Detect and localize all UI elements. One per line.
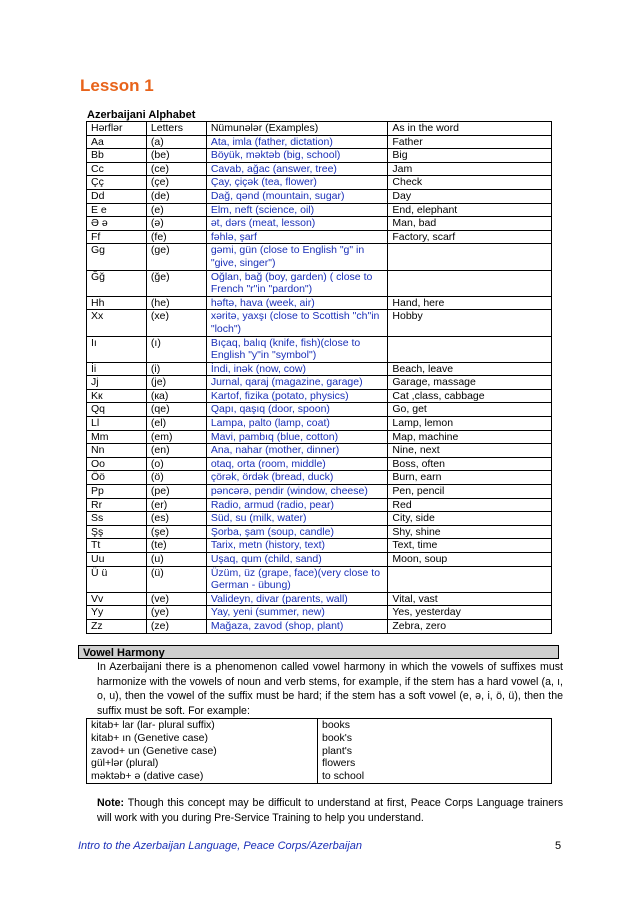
example-word-cell: kitab+ ın (Genetive case)	[87, 732, 318, 745]
alphabet-row	[87, 566, 552, 592]
example-meaning-cell: books	[318, 719, 552, 732]
english-cell: Red	[388, 498, 552, 512]
example-word-cell: kitab+ lar (lar- plural suffix)	[87, 719, 318, 732]
letter-cell: İi	[87, 362, 147, 376]
vowel-harmony-heading: Vowel Harmony	[78, 645, 559, 659]
english-cell: Hand, here	[388, 296, 552, 310]
sound-cell: (fe)	[146, 230, 206, 244]
letter-cell: Oo	[87, 457, 147, 471]
english-cell	[388, 566, 552, 592]
letter-cell: Ll	[87, 417, 147, 431]
alphabet-row	[87, 189, 552, 203]
english-cell: Hobby	[388, 310, 552, 336]
letter-cell: Ss	[87, 512, 147, 526]
letter-cell: Xx	[87, 310, 147, 336]
english-cell: Father	[388, 135, 552, 149]
footer-title: Intro to the Azerbaijan Language, Peace Corps/Azerbaijan	[78, 840, 362, 852]
example-word-cell: məktəb+ ə (dative case)	[87, 770, 318, 783]
sound-cell: (a)	[146, 135, 206, 149]
letter-cell: Aa	[87, 135, 147, 149]
letter-cell: Mm	[87, 430, 147, 444]
letter-cell: Tt	[87, 539, 147, 553]
sound-cell: (he)	[146, 296, 206, 310]
alphabet-row	[87, 203, 552, 217]
english-cell	[388, 270, 552, 296]
english-cell: Moon, soup	[388, 553, 552, 567]
sound-cell: (ı)	[146, 336, 206, 362]
examples-cell: fəhlə, şarf	[206, 230, 388, 244]
examples-cell: Ana, nahar (mother, dinner)	[206, 444, 388, 458]
example-word-cell: zavod+ un (Genetive case)	[87, 745, 318, 758]
note-text: Though this concept may be difficult to understand at first, Peace Corps Language trainers will work with you during Pre-Service Training to help you understand.	[97, 797, 563, 824]
alphabet-row	[87, 457, 552, 471]
sound-cell: (e)	[146, 203, 206, 217]
english-cell: End, elephant	[388, 203, 552, 217]
header-cell: Nümunələr (Examples)	[206, 122, 388, 136]
letter-cell: Uu	[87, 553, 147, 567]
alphabet-label: Azerbaijani Alphabet	[87, 109, 196, 121]
letter-cell: Ü ü	[87, 566, 147, 592]
examples-cell: Lampa, palto (lamp, coat)	[206, 417, 388, 431]
example-row	[87, 757, 552, 770]
alphabet-row	[87, 430, 552, 444]
examples-cell: Cavab, ağac (answer, tree)	[206, 162, 388, 176]
sound-cell: (em)	[146, 430, 206, 444]
alphabet-row	[87, 310, 552, 336]
sound-cell: (çe)	[146, 176, 206, 190]
sound-cell: (je)	[146, 376, 206, 390]
examples-cell: Süd, su (milk, water)	[206, 512, 388, 526]
header-cell: Hərflər	[87, 122, 147, 136]
alphabet-row	[87, 606, 552, 620]
examples-cell: Tarix, metn (history, text)	[206, 539, 388, 553]
alphabet-row	[87, 296, 552, 310]
alphabet-row	[87, 498, 552, 512]
english-cell: City, side	[388, 512, 552, 526]
english-cell: Jam	[388, 162, 552, 176]
sound-cell: (ge)	[146, 244, 206, 270]
example-meaning-cell: plant's	[318, 745, 552, 758]
alphabet-row	[87, 270, 552, 296]
letter-cell: Çç	[87, 176, 147, 190]
sound-cell: (ö)	[146, 471, 206, 485]
sound-cell: (en)	[146, 444, 206, 458]
alphabet-row	[87, 592, 552, 606]
letter-cell: Vv	[87, 592, 147, 606]
alphabet-row	[87, 149, 552, 163]
example-word-cell: gül+lər (plural)	[87, 757, 318, 770]
letter-cell: Dd	[87, 189, 147, 203]
examples-cell: İndi, inək (now, cow)	[206, 362, 388, 376]
sound-cell: (es)	[146, 512, 206, 526]
sound-cell: (el)	[146, 417, 206, 431]
alphabet-row	[87, 525, 552, 539]
page-number: 5	[555, 840, 562, 852]
sound-cell: (qe)	[146, 403, 206, 417]
english-cell: Check	[388, 176, 552, 190]
letter-cell: Kк	[87, 389, 147, 403]
english-cell: Lamp, lemon	[388, 417, 552, 431]
english-cell: Burn, earn	[388, 471, 552, 485]
sound-cell: (o)	[146, 457, 206, 471]
examples-cell: Qapı, qaşıq (door, spoon)	[206, 403, 388, 417]
sound-cell: (de)	[146, 189, 206, 203]
letter-cell: Ğğ	[87, 270, 147, 296]
english-cell: Cat ,class, cabbage	[388, 389, 552, 403]
letter-cell: Şş	[87, 525, 147, 539]
sound-cell: (ğe)	[146, 270, 206, 296]
letter-cell: Pp	[87, 485, 147, 499]
examples-cell: Jurnal, qaraj (magazine, garage)	[206, 376, 388, 390]
alphabet-row	[87, 619, 552, 633]
alphabet-row	[87, 389, 552, 403]
letter-cell: Jj	[87, 376, 147, 390]
examples-cell: Kartof, fizika (potato, physics)	[206, 389, 388, 403]
sound-cell: (pe)	[146, 485, 206, 499]
examples-cell: xəritə, yaxşı (close to Scottish "ch"in "loch")	[206, 310, 388, 336]
letter-cell: Öö	[87, 471, 147, 485]
examples-cell: Şorba, şam (soup, candle)	[206, 525, 388, 539]
vowel-harmony-paragraph: In Azerbaijani there is a phenomenon called vowel harmony in which the vowels of suffixes must harmonize with the vowels of noun and verb stems, for example, if the stem has a hard vowel (a, ı, o, u), then the vowel of the suffix must be hard; if the stem has a soft vowel (e, ə, i, ö, ü), then the suffix must be soft. For example:	[97, 661, 563, 717]
examples-cell: Mağaza, zavod (shop, plant)	[206, 619, 388, 633]
examples-cell: Böyük, məktəb (big, school)	[206, 149, 388, 163]
example-row	[87, 719, 552, 732]
header-cell: As in the word	[388, 122, 552, 136]
example-row	[87, 745, 552, 758]
alphabet-row	[87, 336, 552, 362]
alphabet-row	[87, 485, 552, 499]
letter-cell: Rr	[87, 498, 147, 512]
example-meaning-cell: book's	[318, 732, 552, 745]
alphabet-row	[87, 444, 552, 458]
english-cell: Garage, massage	[388, 376, 552, 390]
alphabet-row	[87, 417, 552, 431]
examples-cell: Dağ, qənd (mountain, sugar)	[206, 189, 388, 203]
letter-cell: Gg	[87, 244, 147, 270]
note-label: Note:	[97, 797, 125, 809]
alphabet-row	[87, 362, 552, 376]
sound-cell: (ce)	[146, 162, 206, 176]
sound-cell: (te)	[146, 539, 206, 553]
example-row	[87, 732, 552, 745]
alphabet-row	[87, 403, 552, 417]
english-cell: Day	[388, 189, 552, 203]
sound-cell: (ve)	[146, 592, 206, 606]
example-meaning-cell: flowers	[318, 757, 552, 770]
english-cell: Beach, leave	[388, 362, 552, 376]
examples-cell: Radio, armud (radio, pear)	[206, 498, 388, 512]
sound-cell: (be)	[146, 149, 206, 163]
sound-cell: (xe)	[146, 310, 206, 336]
english-cell: Boss, often	[388, 457, 552, 471]
english-cell: Man, bad	[388, 217, 552, 231]
examples-cell: Bıçaq, balıq (knife, fish)(close to English "y"in "symbol")	[206, 336, 388, 362]
example-meaning-cell: to school	[318, 770, 552, 783]
english-cell: Map, machine	[388, 430, 552, 444]
examples-cell: Mavi, pambıq (blue, cotton)	[206, 430, 388, 444]
english-cell	[388, 244, 552, 270]
sound-cell: (er)	[146, 498, 206, 512]
examples-cell: həftə, hava (week, air)	[206, 296, 388, 310]
letter-cell: Cc	[87, 162, 147, 176]
alphabet-row	[87, 471, 552, 485]
english-cell: Yes, yesterday	[388, 606, 552, 620]
alphabet-header-row	[87, 122, 552, 136]
letter-cell: Iı	[87, 336, 147, 362]
alphabet-row	[87, 217, 552, 231]
letter-cell: Yy	[87, 606, 147, 620]
examples-cell: Oğlan, bağ (boy, garden) ( close to French "r"in "pardon")	[206, 270, 388, 296]
alphabet-row	[87, 512, 552, 526]
alphabet-row	[87, 553, 552, 567]
english-cell: Shy, shine	[388, 525, 552, 539]
english-cell: Factory, scarf	[388, 230, 552, 244]
sound-cell: (ze)	[146, 619, 206, 633]
letter-cell: Bb	[87, 149, 147, 163]
alphabet-row	[87, 162, 552, 176]
letter-cell: Ff	[87, 230, 147, 244]
examples-cell: gəmi, gün (close to English "g" in "give, singer")	[206, 244, 388, 270]
examples-cell: pəncərə, pendir (window, cheese)	[206, 485, 388, 499]
examples-cell: Valideyn, divar (parents, wall)	[206, 592, 388, 606]
examples-cell: Uşaq, qum (child, sand)	[206, 553, 388, 567]
english-cell: Go, get	[388, 403, 552, 417]
examples-cell: ət, dərs (meat, lesson)	[206, 217, 388, 231]
letter-cell: E e	[87, 203, 147, 217]
english-cell	[388, 336, 552, 362]
sound-cell: (şe)	[146, 525, 206, 539]
alphabet-row	[87, 244, 552, 270]
lesson-title: Lesson 1	[80, 76, 154, 95]
english-cell: Big	[388, 149, 552, 163]
alphabet-row	[87, 135, 552, 149]
examples-cell: Çay, çiçək (tea, flower)	[206, 176, 388, 190]
examples-cell: çörək, ördək (bread, duck)	[206, 471, 388, 485]
alphabet-table	[86, 121, 552, 634]
english-cell: Nine, next	[388, 444, 552, 458]
examples-cell: Ata, imla (father, dictation)	[206, 135, 388, 149]
alphabet-row	[87, 539, 552, 553]
examples-cell: Üzüm, üz (grape, face)(very close to German - übung)	[206, 566, 388, 592]
letter-cell: Nn	[87, 444, 147, 458]
examples-cell: Yay, yeni (summer, new)	[206, 606, 388, 620]
alphabet-row	[87, 176, 552, 190]
alphabet-row	[87, 230, 552, 244]
letter-cell: Zz	[87, 619, 147, 633]
english-cell: Pen, pencil	[388, 485, 552, 499]
english-cell: Vital, vast	[388, 592, 552, 606]
examples-cell: otaq, orta (room, middle)	[206, 457, 388, 471]
english-cell: Zebra, zero	[388, 619, 552, 633]
alphabet-row	[87, 376, 552, 390]
header-cell: Letters	[146, 122, 206, 136]
english-cell: Text, time	[388, 539, 552, 553]
examples-table	[86, 718, 552, 784]
sound-cell: (i)	[146, 362, 206, 376]
example-row	[87, 770, 552, 783]
examples-cell: Elm, neft (science, oil)	[206, 203, 388, 217]
sound-cell: (кa)	[146, 389, 206, 403]
sound-cell: (ə)	[146, 217, 206, 231]
letter-cell: Hh	[87, 296, 147, 310]
note-paragraph	[97, 796, 563, 825]
sound-cell: (u)	[146, 553, 206, 567]
sound-cell: (ü)	[146, 566, 206, 592]
sound-cell: (ye)	[146, 606, 206, 620]
letter-cell: Qq	[87, 403, 147, 417]
letter-cell: Ə ə	[87, 217, 147, 231]
